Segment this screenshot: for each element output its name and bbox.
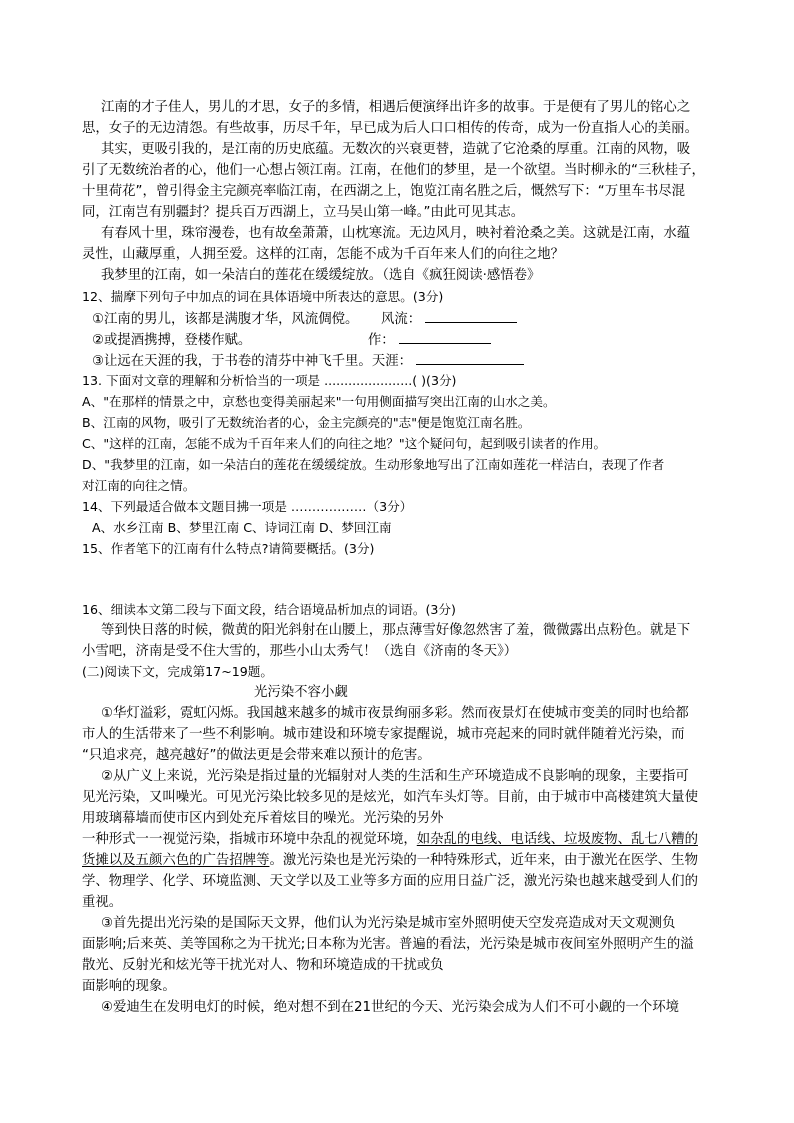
q13-option-a: A、"在那样的情景之中，京愁也变得美丽起来"一句用侧面描写突出江南的山水之美。: [82, 394, 556, 409]
q12-item1-label: 风流：: [380, 312, 422, 327]
q14-options: A、水乡江南 B、梦里江南 C、诗词江南 D、梦回江南: [92, 520, 392, 535]
passage1-p4: 我梦里的江南，如一朵洁白的莲花在缓缓绽放。（选自《疯狂阅读·感悟卷》: [101, 268, 541, 283]
section2-p2-line6: 学、物理学、化学、环境监测、天文学以及工业等多方面的应用日益广泛，激光污染也越来越受到人们的: [82, 874, 698, 889]
q12-item1: [92, 308, 517, 330]
q12-item1-text: ①江南的男儿，该都是满腹才华，风流倜傥。: [92, 312, 359, 327]
q12-item3: [92, 350, 524, 372]
q16-stem: 16、细读本文第二段与下面文段，结合语境品析加点的词语。(3分): [82, 602, 456, 617]
q13-stem: 13. 下面对文章的理解和分析恰当的一项是 ......................( )(3分): [82, 373, 457, 388]
q13-option-d-line2: 对江南的向往之情。: [82, 478, 196, 493]
passage1-p1-line2: 思，女子的无边清怨。有些故事，历尽千年，早已成为后人口口相传的传奇，成为一份直指人心的美丽。: [82, 121, 698, 136]
q12-item3-answer-blank[interactable]: [416, 350, 524, 365]
q12-item1-answer-blank[interactable]: [425, 308, 517, 323]
passage1-p1-line1: 江南的才子佳人，男儿的才思，女子的多情，相遇后便演绎出许多的故事。于是便有了男儿的铭心之: [101, 100, 691, 115]
section2-p1-line1: ①华灯溢彩，霓虹闪烁。我国越来越多的城市夜景绚丽多彩。然而夜景灯在使城市变美的同时也给都: [101, 706, 689, 721]
passage1-p3-line2: 灵性，山藏厚重，人拥至爱。这样的江南，怎能不成为千百年来人们的向往之地？: [82, 247, 565, 262]
passage1-p2-line4: 同，江南岂有别疆封？提兵百万西湖上，立马吴山第一峰。”由此可见其志。: [82, 205, 525, 220]
q12-item2-answer-blank[interactable]: [399, 329, 491, 344]
section2-p1-line3: “只追求亮，越亮越好”的做法更是会带来难以预计的危害。: [82, 748, 431, 763]
passage1-p2-line3: 十里荷花”，曾引得金主完颜亮率临江南，在西湖之上，饱览江南名胜之后，慨然写下：“万里车书尽混: [82, 184, 686, 199]
q16-text-line2: 小雪吧，济南是受不住大雪的，那些小山太秀气！（选自《济南的冬天》）: [82, 644, 518, 659]
section2-underlined-phrase-1: 如杂乱的电线、电话线、垃圾废物、乱七八糟的: [416, 832, 698, 847]
q13-option-c: C、"这样的江南，怎能不成为千百年来人们的向往之地？"这个疑问句，起到吸引读者的作用。: [82, 436, 607, 451]
passage1-p3-line1: 有春风十里，珠帘漫卷，也有故垒萧萧，山枕寒流。无边风月，映衬着沧桑之美。这就是江南，水蕴: [101, 226, 691, 241]
section2-p3-line1: ③首先提出光污染的是国际天文界，他们认为光污染是城市室外照明使天空发亮造成对天文观测负: [101, 916, 676, 931]
section2-intro: (二)阅读下文，完成第17~19题。: [82, 664, 273, 679]
section2-p3-line3: 散光、反射光和炫光等干扰光对人、物和环境造成的干扰或负: [82, 958, 444, 973]
q15-stem: 15、作者笔下的江南有什么特点?请简要概括。(3分): [82, 541, 375, 556]
section2-p2-line4: [82, 830, 698, 852]
section2-p2-line1: ②从广义上来说，光污染是指过量的光辐射对人类的生活和生产环境造成不良影响的现象，主要指可: [101, 769, 689, 784]
q12-item3-text: ③让远在天涯的我，于书卷的清芬中神飞千里。天涯：: [92, 354, 412, 369]
section2-p2-line5: [82, 851, 698, 873]
q12-item2: [92, 329, 491, 351]
q16-text-line1: 等到快日落的时候，微黄的阳光斜射在山腰上，那点薄雪好像忽然害了羞，微微露出点粉色。就是下: [101, 623, 691, 638]
passage1-p2-line1: 其实，更吸引我的，是江南的历史底蕴。无数次的兴衰更替，造就了它沧桑的厚重。江南的风物，吸: [101, 142, 691, 157]
section2-p2c-rest: 。激光污染也是光污染的一种特殊形式，近年来，由于激光在医学、生物: [269, 853, 698, 868]
section2-p3-line2: 面影响;后来英、美等国称之为干扰光;日本称为光害。普遍的看法，光污染是城市夜间室外照明产生的溢: [82, 937, 694, 952]
q12-item2-label: 作：: [367, 333, 395, 348]
q13-option-d-line1: D、"我梦里的江南，如一朵洁白的莲花在缓缓绽放。生动形象地写出了江南如莲花一样洁白，表现了作者: [82, 457, 665, 472]
section2-p4-line1: ④爱迪生在发明电灯的时候，绝对想不到在21世纪的今天、光污染会成为人们不可小觑的一个环境: [101, 1000, 680, 1015]
q14-stem: 14、下列最适合做本文题目拂一项是 ………………（3分）: [82, 499, 413, 514]
passage1-p2-line2: 引了无数统治者的心，他们一心想占领江南。江南，在他们的梦里，是一个欲望。当时柳永的“三秋桂子，: [82, 163, 705, 178]
section2-underlined-phrase-2: 货摊以及五颜六色的广告招牌等: [82, 853, 270, 868]
section2-p2-line2: 见光污染，又叫噪光。可见光污染比较多见的是炫光，如汽车头灯等。目前，由于城市中高楼建筑大量使: [82, 790, 698, 805]
section2-p2b-start: 一种形式一一视觉污染，指城市环境中杂乱的视觉环境，: [82, 832, 417, 847]
q12-item2-text: ②或提酒携搏，登楼作赋。: [92, 333, 252, 348]
q12-stem: 12、揣摩下列句子中加点的词在具体语境中所表达的意思。(3分): [82, 289, 444, 304]
section2-p2-line3: 用玻璃幕墙而使市区内到处充斥着炫目的噪光。光污染的另外: [82, 811, 444, 826]
section2-p2-line7: 重视。: [82, 895, 123, 910]
q13-option-b: B、江南的风物，吸引了无数统治者的心，金主完颜亮的"志"便是饱览江南名胜。: [82, 415, 531, 430]
section2-p1-line2: 市人的生活带来了一些不利影响。城市建设和环境专家提醒说，城市亮起来的同时就伴随着光污染，而: [82, 727, 685, 742]
section2-title: 光污染不容小觑: [254, 685, 348, 700]
section2-p3-line4: 面影响的现象。: [82, 979, 176, 994]
